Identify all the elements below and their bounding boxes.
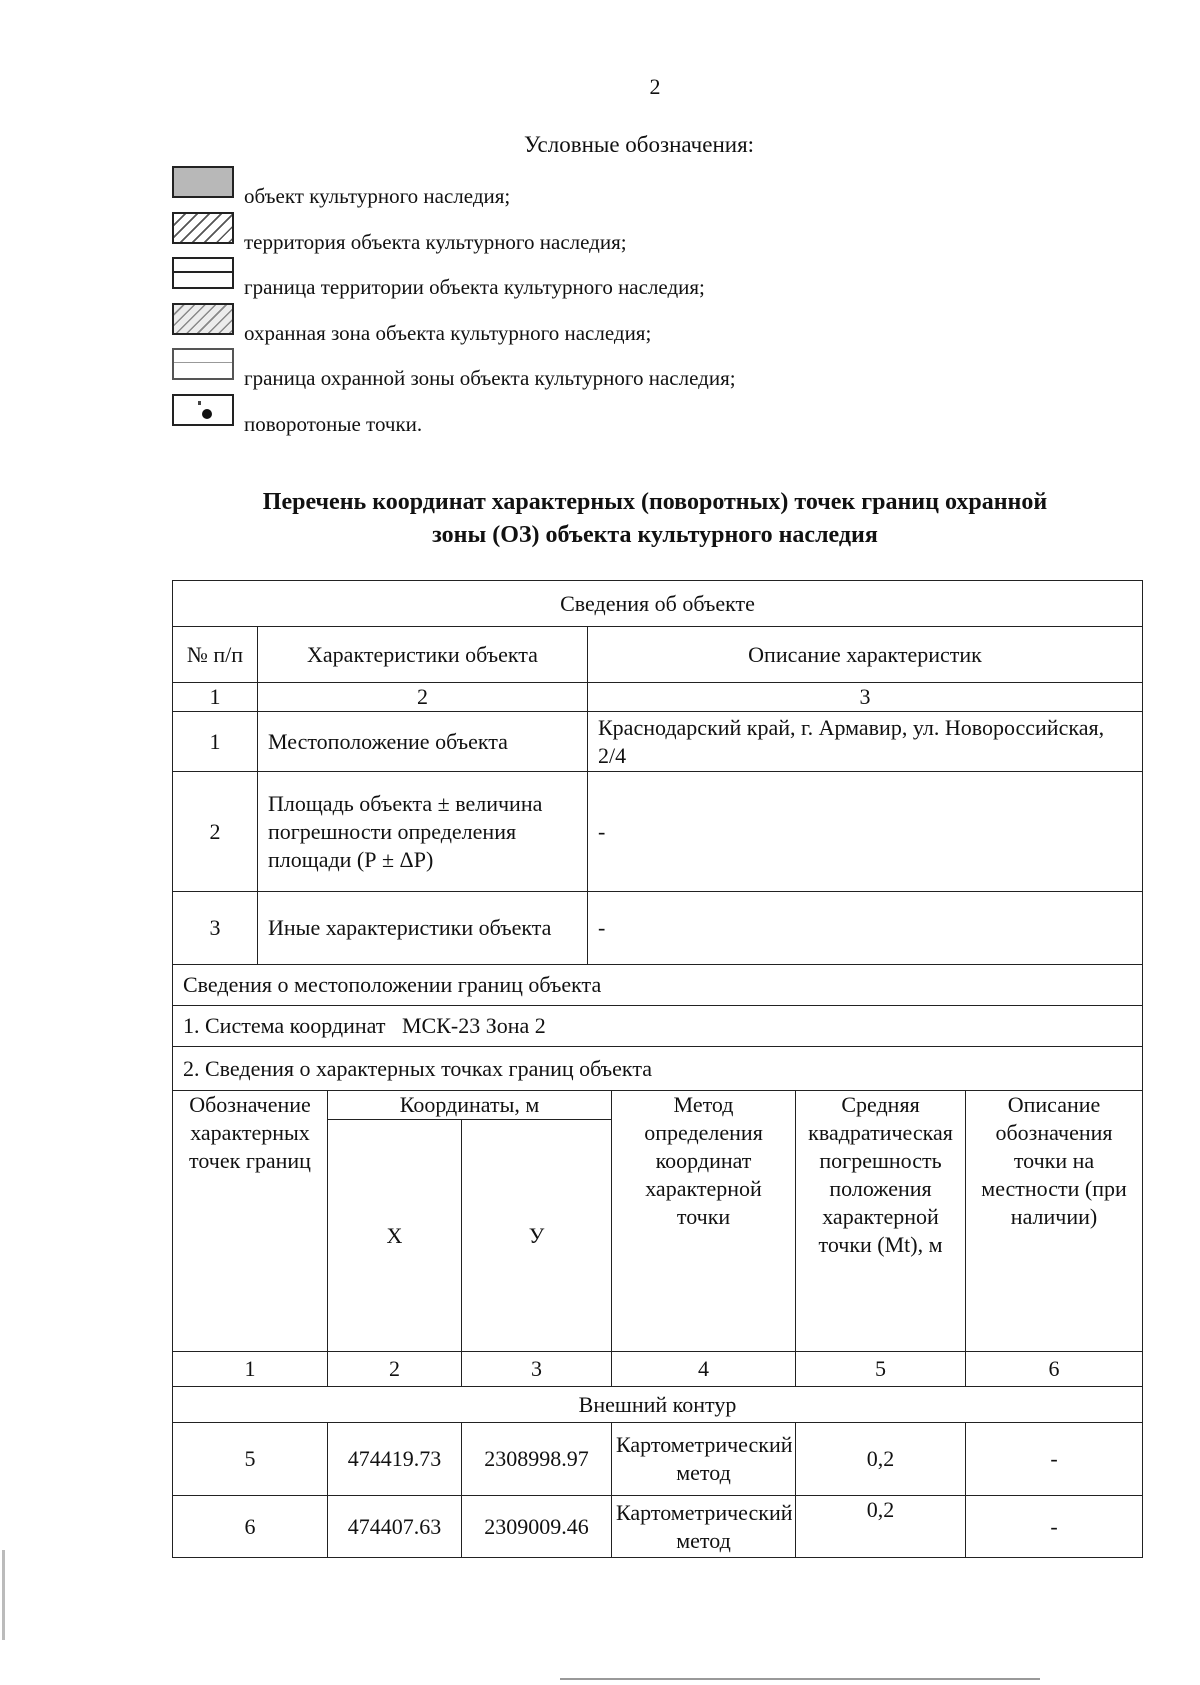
table-row	[173, 1496, 1143, 1558]
point-y: 2308998.97	[462, 1423, 612, 1496]
page-number: 2	[649, 74, 661, 99]
col-header-error: Средняя квадратическая погрешность положения характерной точки (Mt), м	[796, 1091, 966, 1352]
row-number: 1	[173, 712, 258, 772]
points-header: 2. Сведения о характерных точках границ объекта	[173, 1047, 1143, 1091]
coordinate-system: 1. Система координат МСК-23 Зона 2	[173, 1006, 1143, 1047]
point-description: -	[966, 1496, 1143, 1558]
footer-line	[560, 1678, 1040, 1680]
row-number: 3	[173, 892, 258, 965]
gray-fill-swatch-icon	[172, 166, 234, 198]
title-line-2: зоны (ОЗ) объекта культурного наследия	[432, 522, 878, 548]
row-value: Краснодарский край, г. Армавир, ул. Новороссийская, 2/4	[588, 712, 1143, 772]
row-value: -	[588, 772, 1143, 892]
col-header-method: Метод определения координат характерной точки	[612, 1091, 796, 1352]
row-value: -	[588, 892, 1143, 965]
light-hatched-swatch-icon	[172, 303, 234, 335]
legend-label: поворотоные точки.	[244, 411, 423, 436]
row-characteristic: Местоположение объекта	[258, 712, 588, 772]
row-characteristic: Площадь объекта ± величина погрешности определения площади (Р ± ΔР)	[258, 772, 588, 892]
col-header-characteristic: Характеристики объекта	[258, 627, 588, 683]
legend-label: граница территории объекта культурного наследия;	[244, 275, 705, 299]
col-number: 6	[966, 1352, 1143, 1387]
point-x: 474419.73	[328, 1423, 462, 1496]
point-id: 5	[173, 1423, 328, 1496]
point-id: 6	[173, 1496, 328, 1558]
legend-label: граница охранной зоны объекта культурного наследия;	[244, 366, 736, 390]
col-number: 2	[328, 1352, 462, 1387]
col-header-x: Х	[328, 1120, 462, 1352]
col-number: 2	[258, 683, 588, 712]
info-table-header: Сведения об объекте	[173, 581, 1143, 627]
hatched-swatch-icon	[172, 212, 234, 244]
col-header-designation: Обозначение характерных точек границ	[173, 1091, 328, 1352]
object-info-table	[172, 580, 1143, 1091]
point-description: -	[966, 1423, 1143, 1496]
legend-label: территория объекта культурного наследия;	[244, 229, 627, 254]
col-number: 3	[462, 1352, 612, 1387]
legend-label: объект культурного наследия;	[244, 184, 511, 208]
point-method: Картометрический метод	[612, 1496, 796, 1558]
legend-title: Условные обозначения:	[524, 132, 755, 157]
scan-artifact	[2, 1550, 5, 1640]
col-number: 3	[588, 683, 1143, 712]
col-number: 1	[173, 1352, 328, 1387]
col-number: 5	[796, 1352, 966, 1387]
col-header-num: № п/п	[173, 627, 258, 683]
point-error: 0,2	[796, 1496, 966, 1558]
col-header-description: Описание характеристик	[588, 627, 1143, 683]
points-table	[172, 1090, 1143, 1558]
row-number: 2	[173, 772, 258, 892]
document-title	[190, 486, 1120, 552]
point-x: 474407.63	[328, 1496, 462, 1558]
legend-label: охранная зона объекта культурного наследия;	[244, 320, 652, 345]
table-row	[173, 1423, 1143, 1496]
point-error: 0,2	[796, 1423, 966, 1496]
section-outer-contour: Внешний контур	[173, 1387, 1143, 1423]
light-border-swatch-icon	[172, 348, 234, 380]
point-y: 2309009.46	[462, 1496, 612, 1558]
location-header: Сведения о местоположении границ объекта	[173, 965, 1143, 1006]
double-border-swatch-icon	[172, 257, 234, 289]
col-header-y: У	[462, 1120, 612, 1352]
col-number: 4	[612, 1352, 796, 1387]
col-header-point-description: Описание обозначения точки на местности (при наличии)	[966, 1091, 1143, 1352]
row-characteristic: Иные характеристики объекта	[258, 892, 588, 965]
point-swatch-icon	[172, 394, 234, 426]
col-number: 1	[173, 683, 258, 712]
title-line-1: Перечень координат характерных (поворотных) точек границ охранной	[262, 489, 1048, 515]
point-method: Картометрический метод	[612, 1423, 796, 1496]
col-header-coordinates: Координаты, м	[328, 1091, 612, 1120]
